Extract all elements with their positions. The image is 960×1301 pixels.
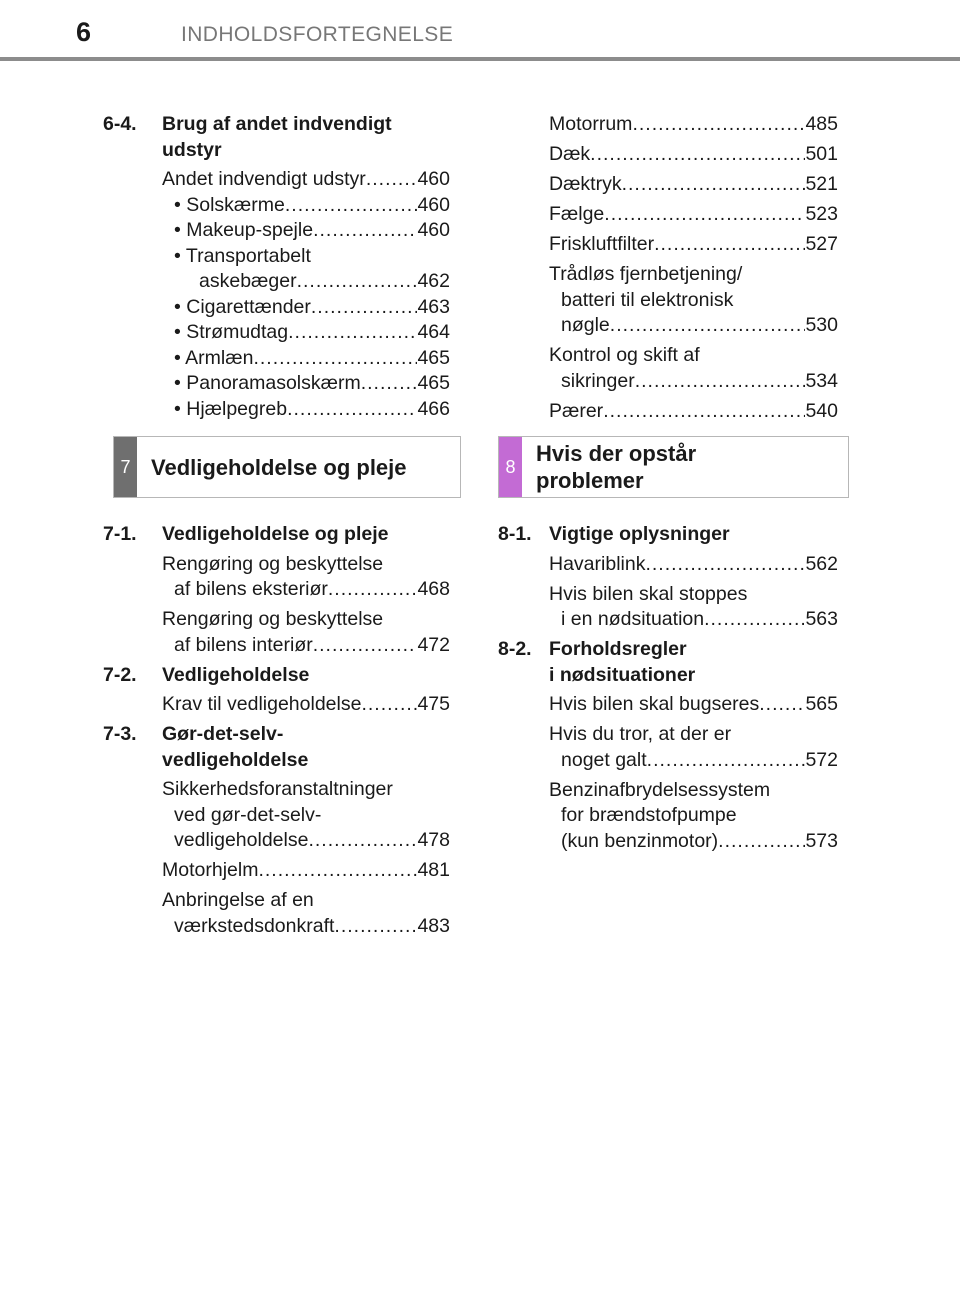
toc-entry[interactable] <box>549 172 838 198</box>
toc-bullet-entry[interactable] <box>162 193 450 219</box>
toc-entry-label: vedligeholdelse <box>174 829 309 851</box>
toc-page-number: 485 <box>805 113 838 135</box>
toc-page-number: 530 <box>805 314 838 336</box>
toc-entry-label: • Transportabelt <box>174 244 311 267</box>
toc-page-number: 565 <box>805 693 838 715</box>
toc-entry[interactable] <box>549 262 838 339</box>
section-title-line: Gør-det-selv- <box>162 723 284 745</box>
toc-entry-label: af bilens eksteriør <box>174 578 328 600</box>
toc-page-number: 468 <box>417 578 450 600</box>
toc-page-number: 527 <box>805 233 838 255</box>
toc-entry[interactable] <box>549 343 838 394</box>
toc-page-number: 481 <box>417 859 450 881</box>
dot-leader <box>604 202 805 228</box>
section-6-4 <box>103 112 450 422</box>
dot-leader <box>718 829 805 855</box>
toc-entry-label: • Panoramasolskærm <box>174 372 361 394</box>
section-title-line: Forholdsregler <box>549 638 687 660</box>
dot-leader <box>308 828 417 854</box>
toc-entry-label: • Makeup-spejle <box>174 219 314 241</box>
toc-page-number: 572 <box>805 748 838 771</box>
toc-page-number: 562 <box>805 552 838 575</box>
dot-leader <box>590 142 805 168</box>
toc-entry-label: Kontrol og skift af <box>549 344 700 366</box>
dot-leader <box>635 369 806 395</box>
toc-entry-label: for brændstofpumpe <box>561 804 737 826</box>
dot-leader <box>287 397 417 423</box>
section-number: 6-4. <box>103 113 137 135</box>
toc-bullet-entry[interactable] <box>162 218 450 244</box>
toc-bullet-entry[interactable] <box>162 397 450 423</box>
toc-page-number: 464 <box>417 321 450 343</box>
left-column-lower <box>103 522 450 944</box>
toc-entry[interactable] <box>162 858 450 884</box>
dot-leader <box>647 748 806 774</box>
toc-page-number: 460 <box>417 168 450 190</box>
left-column <box>103 112 450 427</box>
header-divider <box>0 57 960 61</box>
toc-entry-label: Trådløs fjernbetjening/ <box>549 263 743 285</box>
dot-leader <box>313 218 417 244</box>
toc-entry[interactable] <box>162 167 450 422</box>
chapter-title-line: problemer <box>536 468 644 493</box>
right-column <box>498 112 838 429</box>
dot-leader <box>253 346 417 372</box>
toc-page-number: 472 <box>417 633 450 656</box>
toc-entry[interactable] <box>549 722 838 773</box>
section-number: 7-2. <box>103 663 137 686</box>
toc-entry-label: ved gør-det-selv- <box>174 803 322 826</box>
page-number: 6 <box>76 17 92 47</box>
toc-page-number: 573 <box>805 829 838 852</box>
toc-entry-label: Dæktryk <box>549 173 622 195</box>
toc-bullet-entry[interactable] <box>162 371 450 397</box>
section-title-line: i nødsituationer <box>549 663 696 686</box>
toc-entry-label: • Strømudtag <box>174 321 289 343</box>
dot-leader <box>361 692 417 718</box>
section-title <box>549 522 838 548</box>
section-8-1 <box>498 522 838 633</box>
section-title-line: Brug af andet indvendigt <box>162 113 392 135</box>
chapter-7-heading[interactable] <box>113 436 461 498</box>
toc-entry[interactable] <box>549 552 838 578</box>
section-title-line: Vigtige oplysninger <box>549 523 730 545</box>
toc-page-number: 460 <box>417 219 450 241</box>
toc-entry[interactable] <box>549 692 838 718</box>
toc-entry-label: Hvis du tror, at der er <box>549 723 732 745</box>
toc-entry-label: noget galt <box>561 748 647 771</box>
toc-page-number: 466 <box>417 397 450 420</box>
toc-entry-label: af bilens interiør <box>174 633 313 656</box>
toc-entry-label: • Solskærme <box>174 193 285 216</box>
dot-leader <box>759 692 805 718</box>
dot-leader <box>258 858 417 884</box>
dot-leader <box>610 313 806 339</box>
toc-entry-label: Sikkerhedsforanstaltninger <box>162 778 393 800</box>
toc-entry-label: nøgle <box>561 314 610 336</box>
section-number: 7-3. <box>103 723 137 745</box>
dot-leader <box>288 320 417 346</box>
toc-entry-label: Andet indvendigt udstyr <box>162 168 366 190</box>
toc-entry-label: Anbringelse af en <box>162 889 314 911</box>
dot-leader <box>297 269 418 295</box>
toc-page-number: 534 <box>805 369 838 392</box>
chapter-title <box>522 440 696 494</box>
toc-entry-label: (kun benzinmotor) <box>561 829 719 852</box>
dot-leader <box>654 232 805 258</box>
toc-entry-label: • Cigarettænder <box>174 295 311 318</box>
toc-entry[interactable] <box>162 692 450 718</box>
toc-entry-label: Rengøring og beskyttelse <box>162 552 384 575</box>
dot-leader <box>311 295 418 321</box>
dot-leader <box>313 633 418 659</box>
toc-entry-label: Fælge <box>549 203 605 225</box>
page-header <box>0 0 960 62</box>
right-column-lower <box>498 522 838 859</box>
dot-leader <box>328 577 418 603</box>
toc-entry-label: batteri til elektronisk <box>561 288 734 311</box>
dot-leader <box>704 607 805 633</box>
chapter-tab: 8 <box>499 437 522 497</box>
toc-entry-label: Pærer <box>549 399 604 422</box>
section-title-line: udstyr <box>162 138 222 161</box>
toc-entry-label: • Armlæn <box>174 346 254 369</box>
section-title-line: Vedligeholdelse <box>162 663 310 686</box>
section-number: 7-1. <box>103 523 137 545</box>
toc-entry[interactable] <box>549 232 838 258</box>
toc-entry-label: i en nødsituation <box>561 608 705 630</box>
toc-entry-label: Motorrum <box>549 113 633 135</box>
toc-page-number: 462 <box>417 270 450 292</box>
section-title <box>162 112 450 163</box>
toc-page-number: 478 <box>417 829 450 851</box>
section-title <box>162 663 450 689</box>
toc-page-number: 465 <box>417 372 450 394</box>
toc-entry[interactable] <box>549 399 838 425</box>
toc-entry-label: • Hjælpegreb <box>174 397 288 420</box>
toc-entry[interactable] <box>162 888 450 939</box>
toc-entry-label: værkstedsdonkraft <box>174 914 335 937</box>
section-7-3 <box>103 722 450 939</box>
toc-page-number: 540 <box>805 399 838 422</box>
toc-page-number: 463 <box>417 295 450 318</box>
section-title <box>549 637 838 688</box>
section-title <box>162 522 450 548</box>
toc-page-number: 521 <box>805 173 838 195</box>
section-7-2 <box>103 663 450 718</box>
toc-entry[interactable] <box>162 607 450 658</box>
toc-page-number: 465 <box>417 346 450 369</box>
toc-entry-label: Krav til vedligeholdelse <box>162 693 362 715</box>
toc-page-number: 523 <box>805 203 838 225</box>
toc-entry[interactable] <box>549 112 838 138</box>
toc-bullet-entry[interactable] <box>162 244 450 295</box>
toc-entry[interactable] <box>549 778 838 855</box>
toc-entry-label: Rengøring og beskyttelse <box>162 608 384 630</box>
toc-entry-label: Hvis bilen skal stoppes <box>549 582 748 605</box>
toc-page-number: 563 <box>805 608 838 630</box>
toc-bullet-entry[interactable] <box>162 346 450 372</box>
toc-entry-label: Motorhjelm <box>162 859 259 881</box>
dot-leader <box>603 399 805 425</box>
toc-entry-label: askebæger <box>199 270 297 292</box>
toc-entry-label: Dæk <box>549 143 591 165</box>
toc-entry-label: Benzinafbrydelsessystem <box>549 778 771 801</box>
section-number: 8-1. <box>498 523 532 545</box>
section-number: 8-2. <box>498 638 532 660</box>
dot-leader <box>361 371 418 397</box>
chapter-title: Vedligeholdelse og pleje <box>151 454 407 480</box>
section-8-2 <box>498 637 838 854</box>
toc-entry[interactable] <box>549 142 838 168</box>
chapter-title-line: Hvis der opstår <box>536 441 697 466</box>
chapter-tab: 7 <box>114 437 137 497</box>
dot-leader <box>334 914 417 940</box>
toc-page-number: 475 <box>417 693 450 715</box>
toc-entry[interactable] <box>162 777 450 854</box>
dot-leader <box>632 112 805 138</box>
toc-entry-label: Friskluftfilter <box>549 233 655 255</box>
toc-page-number: 501 <box>805 143 838 165</box>
section-title <box>162 722 450 773</box>
section-7-1 <box>103 522 450 658</box>
chapter-8-heading[interactable] <box>498 436 849 498</box>
section-title-line: Vedligeholdelse og pleje <box>162 523 389 545</box>
toc-entry-label: sikringer <box>561 369 635 392</box>
toc-bullet-entry[interactable] <box>162 295 450 321</box>
toc-entry-label: Hvis bilen skal bugseres <box>549 693 760 715</box>
section-title-line: vedligeholdelse <box>162 748 309 771</box>
dot-leader <box>366 167 418 193</box>
toc-entry[interactable] <box>549 582 838 633</box>
toc-entry[interactable] <box>549 202 838 228</box>
toc-entry-label: Havariblink <box>549 552 646 575</box>
dot-leader <box>645 552 805 578</box>
dot-leader <box>285 193 418 219</box>
toc-page-number: 483 <box>417 914 450 937</box>
dot-leader <box>622 172 806 198</box>
toc-bullet-entry[interactable] <box>162 320 450 346</box>
toc-entry[interactable] <box>162 552 450 603</box>
header-title: INDHOLDSFORTEGNELSE <box>181 23 454 46</box>
toc-page-number: 460 <box>417 193 450 216</box>
